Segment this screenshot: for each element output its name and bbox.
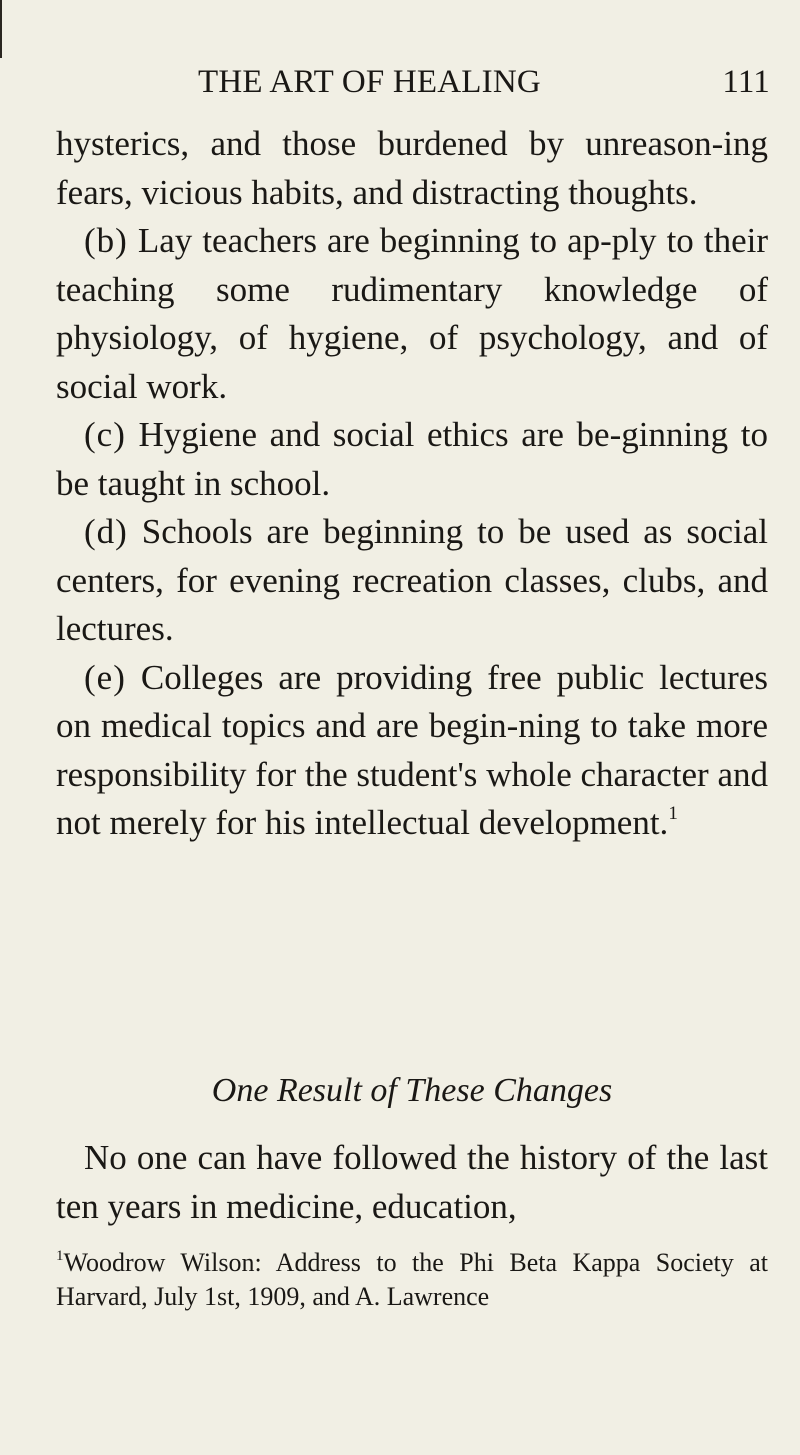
paragraph-item-c — [56, 411, 768, 508]
paragraph-item-d — [56, 508, 768, 654]
page-number: 111 — [722, 64, 770, 100]
section-body-text — [56, 1134, 768, 1231]
scan-edge-mark — [0, 0, 2, 58]
body-text — [56, 120, 768, 848]
item-label: (b) — [84, 221, 128, 260]
paragraph-text: Colleges are providing free public lectures on medical topics and are begin-ning to take more responsibility for the student's whole character and not merely for his intellectual development. — [56, 657, 768, 842]
paragraph-item-e — [56, 654, 768, 848]
section-paragraph — [56, 1134, 768, 1231]
section-heading: One Result of These Changes — [211, 1072, 613, 1109]
running-head — [198, 60, 770, 104]
paragraph-item-b — [56, 217, 768, 411]
paragraph-text: hysterics, and those burdened by unreason-ing fears, vicious habits, and distracting thoughts. — [56, 124, 768, 212]
footnote-paragraph — [56, 1246, 768, 1314]
paragraph-text: Lay teachers are beginning to ap-ply to their teaching some rudimentary knowledge of physiology, of hygiene, of psychology, and of social work. — [56, 221, 768, 406]
running-head-title: THE ART OF HEALING — [198, 64, 541, 100]
footnote-reference[interactable]: 1 — [668, 803, 678, 824]
item-label: (e) — [84, 657, 126, 697]
footnote — [56, 1246, 768, 1314]
item-label: (c) — [84, 415, 126, 454]
paragraph-continuation — [56, 120, 768, 217]
paragraph-text: Hygiene and social ethics are be-ginning to be taught in school. — [56, 415, 768, 503]
paragraph-text: No one can have followed the history of the last ten years in medicine, education, — [56, 1138, 768, 1226]
footnote-text: Woodrow Wilson: Address to the Phi Beta Kappa Society at Harvard, July 1st, 1909, and A. Lawrence — [56, 1248, 768, 1311]
item-label: (d) — [84, 512, 128, 551]
footnote-mark: 1 — [56, 1248, 64, 1264]
paragraph-text: Schools are beginning to be used as social centers, for evening recreation classes, clubs, and lectures. — [56, 512, 768, 648]
